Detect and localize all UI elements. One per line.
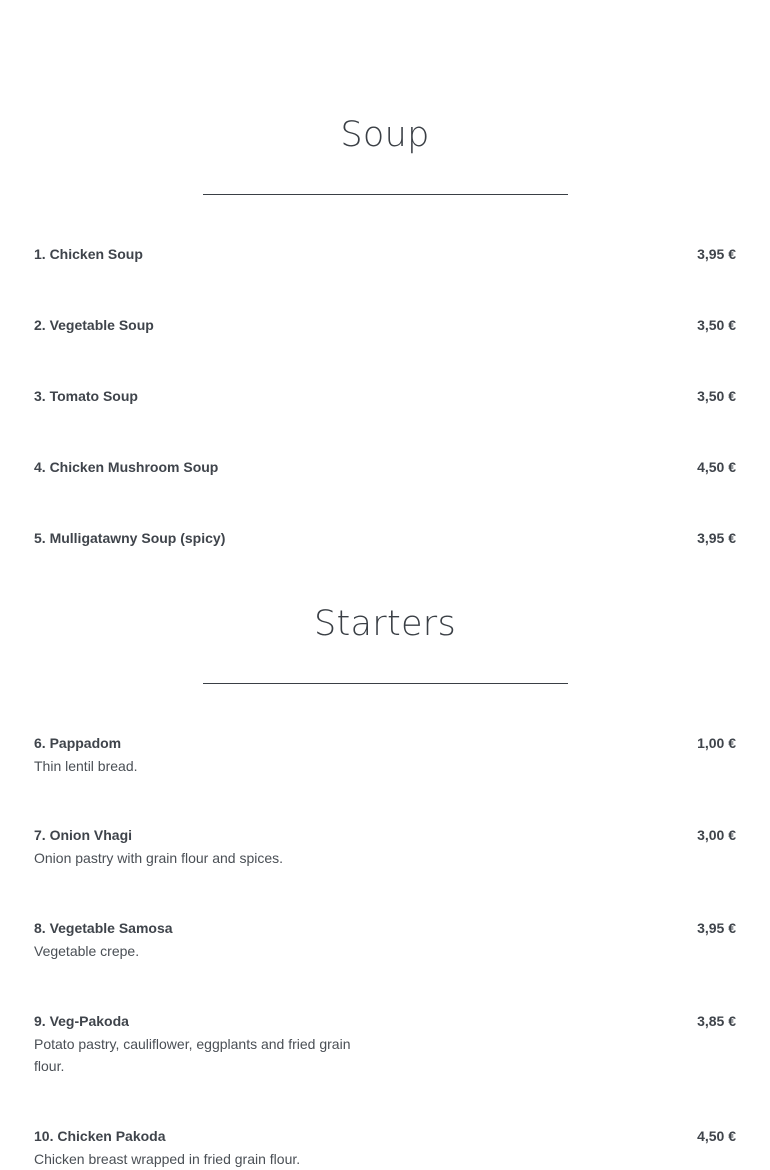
menu-item-name: 9. Veg-Pakoda	[34, 1013, 129, 1029]
menu-item-name: 4. Chicken Mushroom Soup	[34, 459, 219, 475]
menu-item-name: 2. Vegetable Soup	[34, 317, 154, 333]
section-title-soup: Soup	[340, 115, 430, 155]
menu-item-price: 3,50 €	[697, 388, 736, 404]
menu-item-name: 7. Onion Vhagi	[34, 827, 133, 843]
menu-item-name: 1. Chicken Soup	[34, 246, 143, 262]
menu-item-description: Onion pastry with grain flour and spices.	[34, 850, 284, 866]
menu-item-price: 3,50 €	[697, 317, 736, 333]
menu-item-price: 4,50 €	[697, 459, 736, 475]
menu-item-description: Chicken breast wrapped in fried grain flour.	[34, 1151, 301, 1167]
menu-item-name: 3. Tomato Soup	[34, 388, 138, 404]
menu-item-name: 10. Chicken Pakoda	[34, 1128, 166, 1144]
menu-item-name: 5. Mulligatawny Soup (spicy)	[34, 530, 226, 546]
section-divider	[203, 683, 568, 684]
section-title-starters: Starters	[313, 604, 457, 644]
menu-item-price: 3,00 €	[697, 827, 736, 843]
menu-item-description: Vegetable crepe.	[34, 943, 140, 959]
menu-item-price: 3,95 €	[697, 246, 736, 262]
menu-item-name: 6. Pappadom	[34, 735, 122, 751]
menu-item-price: 3,95 €	[697, 530, 736, 546]
menu-item-price: 3,95 €	[697, 920, 736, 936]
menu-item-price: 3,85 €	[697, 1013, 736, 1029]
menu-item-price: 1,00 €	[697, 735, 736, 751]
menu-item-price: 4,50 €	[697, 1128, 736, 1144]
menu-item-description: Thin lentil bread.	[34, 758, 138, 774]
section-divider	[203, 194, 568, 195]
menu-item-name: 8. Vegetable Samosa	[34, 920, 173, 936]
menu-item-description: Potato pastry, cauliflower, eggplants and fried grain flour.	[34, 1036, 351, 1074]
